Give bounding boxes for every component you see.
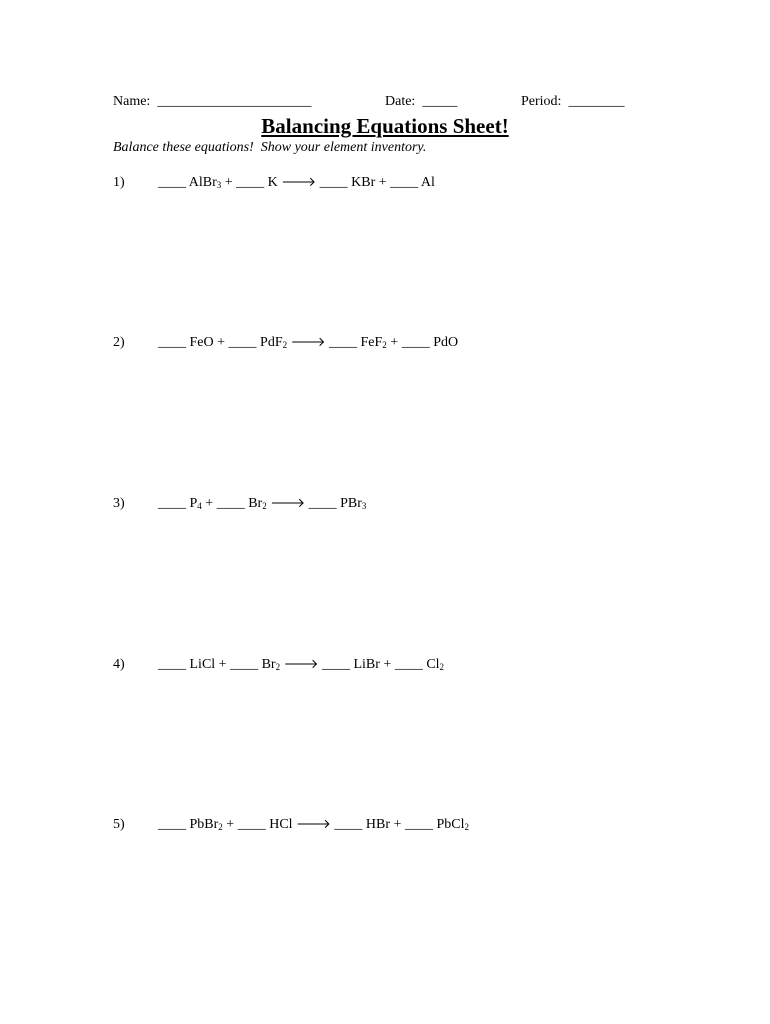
formula-base: FeF [360,335,383,350]
coefficient-blank: ____ [334,817,363,832]
problem-number: 1) [113,175,125,190]
formula [340,496,366,511]
formula-base: LiBr [353,657,380,672]
coefficient-blank: ____ [390,175,419,190]
formula-base: HCl [269,817,293,832]
coefficient-blank: ____ [401,335,430,350]
plus-sign: + [393,817,402,832]
formula-subscript: 2 [262,501,267,511]
formula-base: PBr [340,496,362,511]
formula-base: HBr [365,817,391,832]
formula [260,335,287,350]
formula-base: Al [420,175,435,190]
formula-base: KBr [351,175,376,190]
formula-base: FeO [189,335,214,350]
plus-sign: + [226,817,235,832]
formula [269,817,292,832]
formula [268,175,278,190]
arrow-icon: 🡒 [290,335,326,350]
formula-base: P [189,496,198,511]
formula-subscript: 2 [439,662,445,672]
formula-base: PdO [433,335,459,350]
instructions: Balance these equations! Show your element inventory. [113,140,427,155]
equation [158,495,366,513]
coefficient-blank: ____ [228,335,257,350]
formula [433,335,458,350]
coefficient-blank: ____ [236,175,265,190]
equation [158,656,444,674]
formula [189,175,222,190]
formula-subscript: 2 [275,662,281,672]
arrow-icon: 🡒 [281,175,317,190]
formula-base: PbCl [436,817,465,832]
header-period: Period: ________ [521,94,625,109]
arrow-icon: 🡒 [283,657,319,672]
formula-base: LiCl [189,657,216,672]
formula-base: PdF [260,335,283,350]
formula [262,657,281,672]
formula [190,817,223,832]
problem-number: 3) [113,496,125,511]
problem-4 [113,656,445,710]
formula [248,496,267,511]
coefficient-blank: ____ [404,817,433,832]
problem-5 [113,816,469,870]
equation [158,174,435,192]
coefficient-blank: ____ [328,335,357,350]
formula-subscript: 2 [218,822,223,832]
equation [158,816,469,834]
formula-base: Cl [426,657,440,672]
problem-number: 5) [113,817,125,832]
formula [190,496,202,511]
coefficient-blank: ____ [230,657,259,672]
equation [158,334,458,352]
arrow-icon: 🡒 [296,817,331,832]
plus-sign: + [378,175,387,190]
formula-subscript: 3 [216,180,222,190]
problem-2 [113,334,459,388]
plus-sign: + [224,175,233,190]
formula [426,657,444,672]
formula [351,175,375,190]
coefficient-blank: ____ [158,817,186,832]
arrow-icon: 🡒 [270,496,306,511]
formula-subscript: 2 [464,822,469,832]
plus-sign: + [217,335,226,350]
formula [360,335,386,350]
formula-subscript: 2 [382,340,387,350]
formula [353,657,379,672]
formula-subscript: 3 [361,501,367,511]
header-date: Date: _____ [385,94,458,109]
formula [190,657,216,672]
problem-3 [113,495,367,549]
problem-number: 2) [113,335,125,350]
plus-sign: + [390,335,399,350]
formula-subscript: 2 [282,340,288,350]
formula [421,175,435,190]
coefficient-blank: ____ [308,496,337,511]
formula-base: PbBr [189,817,219,832]
coefficient-blank: ____ [321,657,350,672]
coefficient-blank: ____ [319,175,348,190]
formula [436,817,469,832]
formula-base: K [267,175,278,190]
coefficient-blank: ____ [158,335,186,350]
formula-base: Br [261,657,276,672]
plus-sign: + [383,657,392,672]
formula-base: AlBr [188,175,217,190]
header-name: Name: ______________________ [113,94,312,109]
coefficient-blank: ____ [158,657,186,672]
coefficient-blank: ____ [394,657,423,672]
coefficient-blank: ____ [158,175,186,190]
coefficient-blank: ____ [216,496,245,511]
page-title: Balancing Equations Sheet! [261,114,509,138]
plus-sign: + [218,657,227,672]
problem-1 [113,174,435,228]
problem-number: 4) [113,657,125,672]
formula-base: Br [248,496,263,511]
plus-sign: + [205,496,214,511]
formula [366,817,390,832]
formula-subscript: 4 [197,501,202,511]
coefficient-blank: ____ [158,496,186,511]
formula [190,335,214,350]
coefficient-blank: ____ [237,817,266,832]
